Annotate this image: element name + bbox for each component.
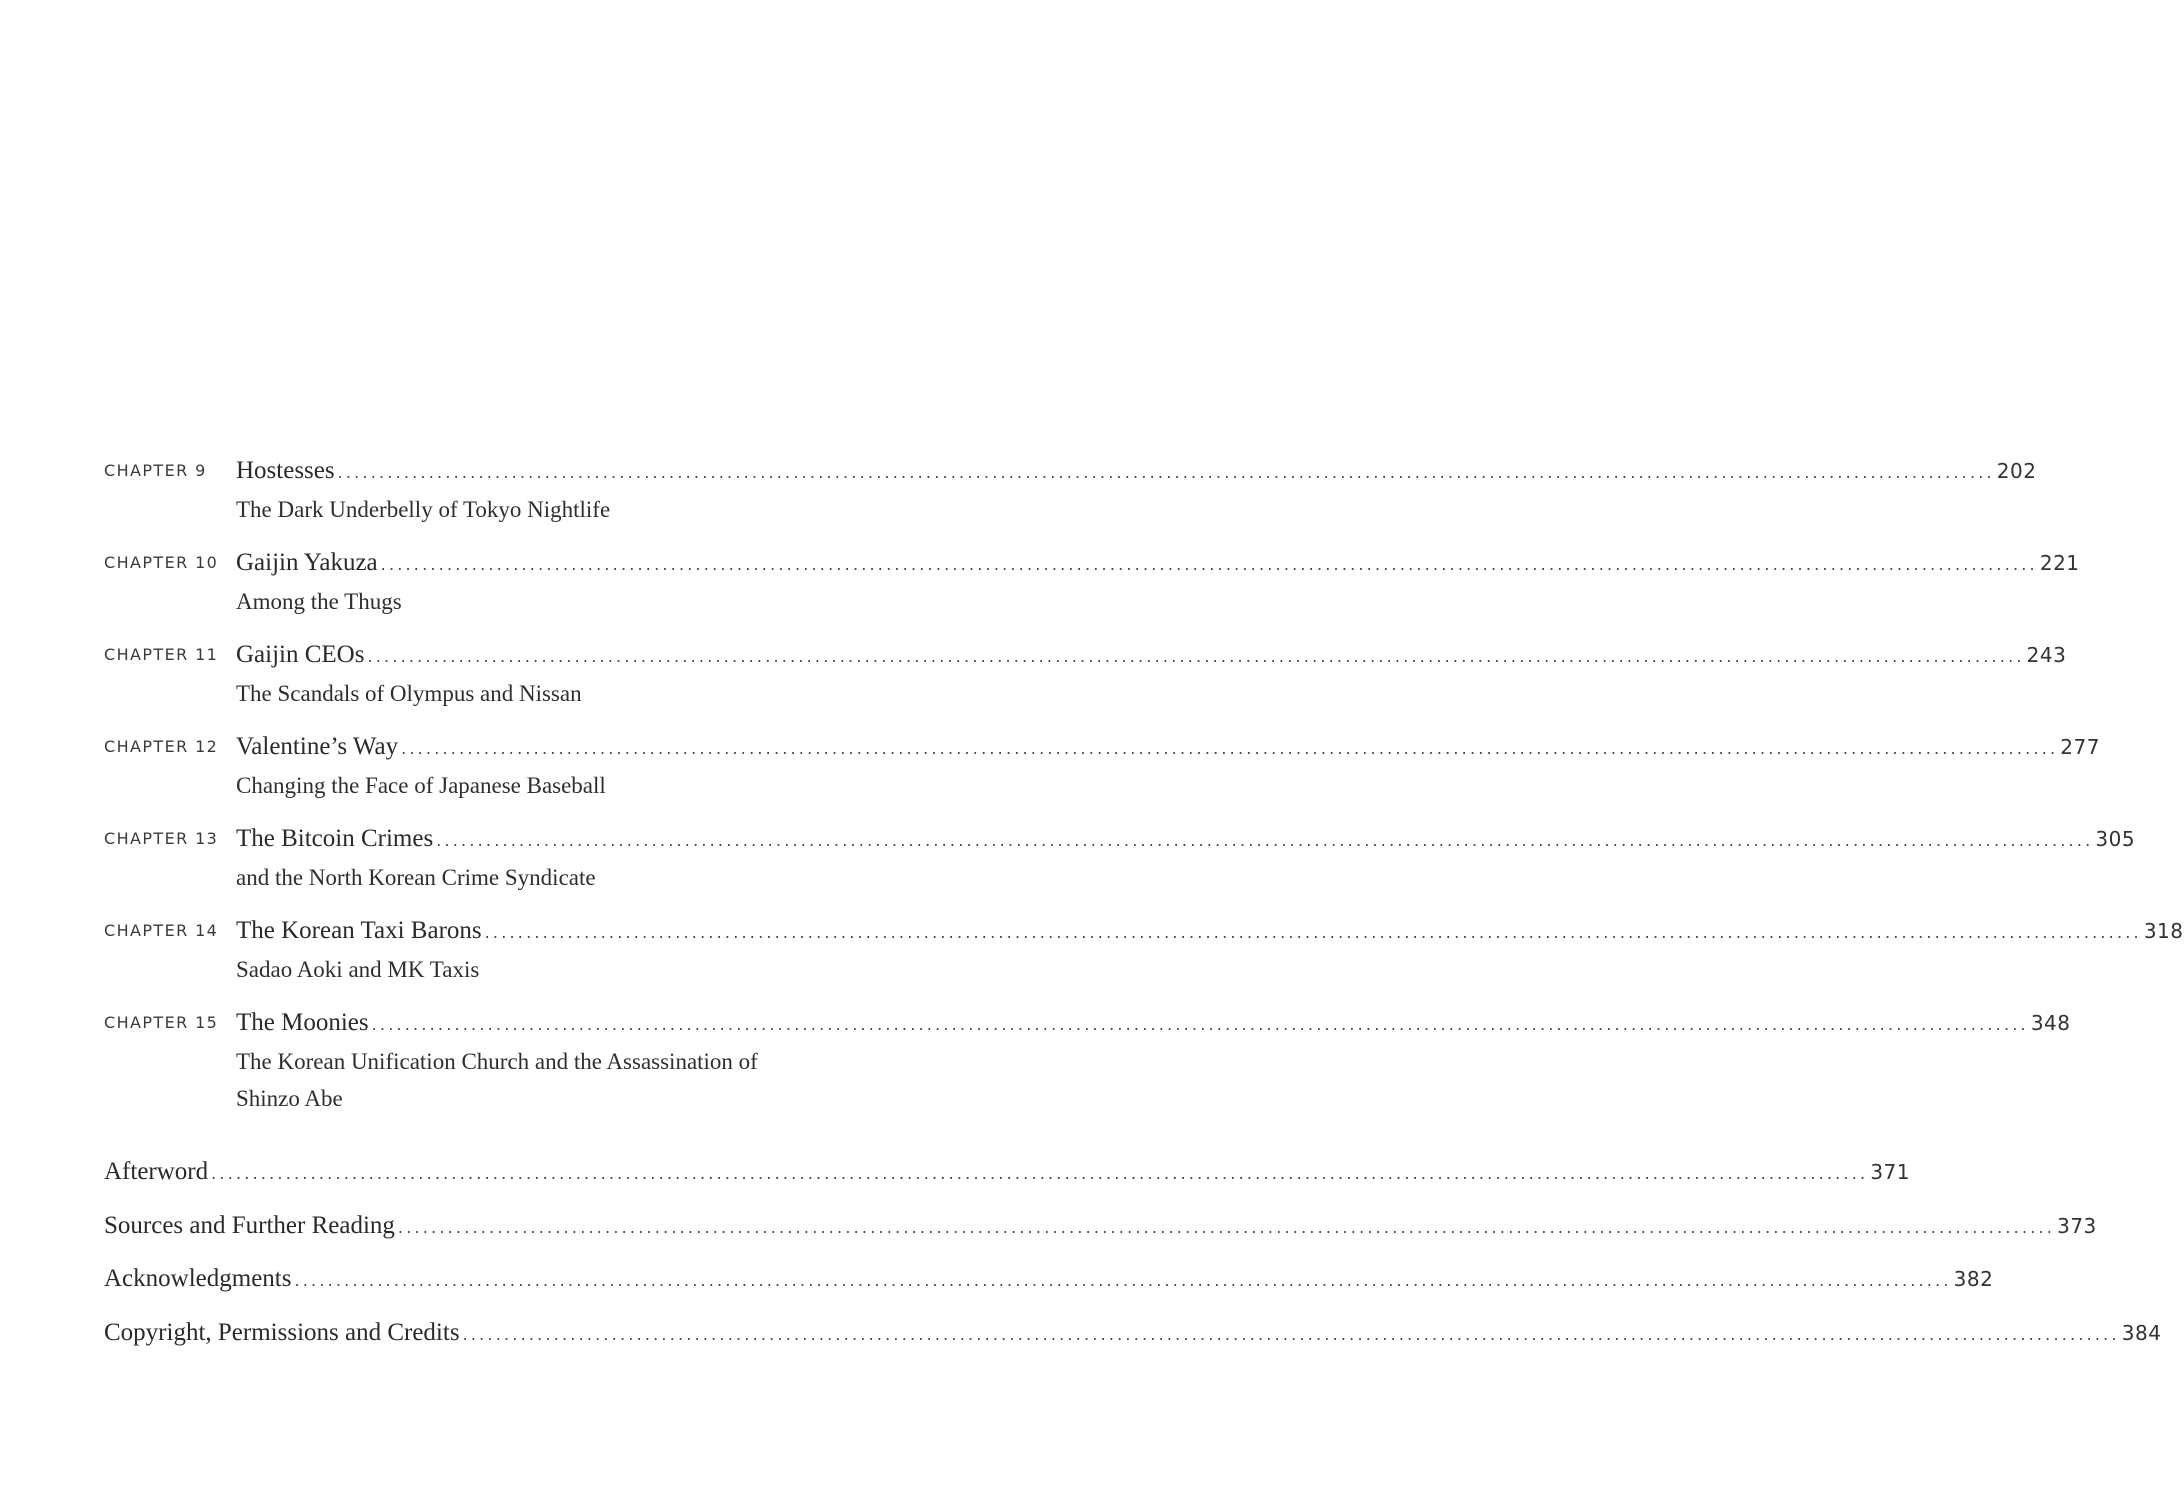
dot-leader: ........................................................................................................................................................................................................	[462, 1324, 2120, 1344]
chapter-body	[236, 1004, 2071, 1117]
dot-leader: ........................................................................................................................................................................................................	[380, 555, 2038, 574]
chapter-label: CHAPTER 15	[104, 1013, 219, 1032]
chapter-entry	[104, 820, 2136, 896]
chapter-label: CHAPTER 9	[104, 461, 207, 480]
chapter-body	[236, 544, 2080, 620]
chapter-title-line	[236, 1004, 2071, 1043]
chapter-title: The Korean Taxi Barons	[236, 917, 482, 944]
table-of-contents	[104, 452, 2184, 1133]
dot-leader: ........................................................................................................................................................................................................	[337, 463, 1995, 482]
page-number: 243	[2026, 643, 2067, 667]
chapter-subtitle: Sadao Aoki and MK Taxis	[236, 957, 480, 982]
dot-leader: ........................................................................................................................................................................................................	[397, 1217, 2056, 1237]
page-number: 384	[2121, 1320, 2162, 1345]
chapter-body	[236, 820, 2136, 896]
dot-leader: ........................................................................................................................................................................................................	[401, 739, 2059, 758]
chapter-body	[236, 728, 2100, 804]
chapter-entry	[104, 452, 2037, 528]
page-number: 382	[1953, 1267, 1994, 1291]
back-matter-entry	[104, 1153, 1911, 1192]
back-matter-entry	[104, 1314, 2162, 1353]
chapter-label: CHAPTER 14	[104, 921, 219, 940]
chapter-title: Gaijin CEOs	[236, 641, 365, 668]
dot-leader: ........................................................................................................................................................................................................	[436, 831, 2094, 850]
page-number: 277	[2060, 735, 2100, 759]
back-matter-title: Afterword	[104, 1158, 209, 1185]
chapter-title: The Moonies	[236, 1009, 369, 1036]
chapter-subtitle: The Korean Unification Church and the Assassination of Shinzo Abe	[236, 1049, 758, 1111]
back-matter-entry	[104, 1260, 1994, 1299]
chapter-label: CHAPTER 13	[104, 829, 219, 848]
chapter-title: Gaijin Yakuza	[236, 549, 378, 576]
chapter-title-line	[236, 636, 2067, 675]
chapter-subtitle: Changing the Face of Japanese Baseball	[236, 773, 606, 798]
chapter-title-line	[236, 912, 2184, 951]
back-matter-list	[104, 1153, 2162, 1367]
chapter-entry	[104, 1004, 2071, 1117]
chapter-title-line	[236, 544, 2080, 583]
chapter-entry	[104, 912, 2184, 988]
chapter-label: CHAPTER 11	[104, 645, 219, 664]
chapter-title: Hostesses	[236, 457, 335, 484]
page-number: 202	[1996, 459, 2037, 483]
chapter-subtitle: The Scandals of Olympus and Nissan	[236, 681, 582, 706]
chapter-subtitle: The Dark Underbelly of Tokyo Nightlife	[236, 497, 611, 522]
page-number: 221	[2039, 551, 2080, 575]
chapter-entry	[104, 544, 2080, 620]
chapter-title-line	[236, 820, 2136, 859]
chapter-entry	[104, 636, 2067, 712]
chapter-title: The Bitcoin Crimes	[236, 825, 434, 852]
page-number: 373	[2057, 1213, 2097, 1238]
chapter-title-line	[236, 452, 2037, 491]
page-number: 318	[2143, 919, 2184, 943]
chapter-subtitle: Among the Thugs	[236, 589, 402, 614]
dot-leader: ........................................................................................................................................................................................................	[294, 1271, 1952, 1290]
back-matter-title: Copyright, Permissions and Credits	[104, 1318, 460, 1346]
page-number: 348	[2030, 1011, 2071, 1035]
dot-leader: ........................................................................................................................................................................................................	[371, 1015, 2029, 1034]
chapter-title-line	[236, 728, 2100, 767]
chapter-subtitle: and the North Korean Crime Syndicate	[236, 865, 596, 890]
back-matter-title: Acknowledgments	[104, 1265, 292, 1292]
chapter-title: Valentine’s Way	[236, 733, 399, 760]
page-number: 371	[1870, 1160, 1911, 1184]
dot-leader: ........................................................................................................................................................................................................	[484, 923, 2142, 942]
chapter-label: CHAPTER 12	[104, 737, 219, 756]
dot-leader: ........................................................................................................................................................................................................	[211, 1164, 1869, 1183]
chapter-body	[236, 636, 2067, 712]
chapter-body	[236, 912, 2184, 988]
chapter-body	[236, 452, 2037, 528]
dot-leader: ........................................................................................................................................................................................................	[367, 647, 2025, 666]
chapter-label: CHAPTER 10	[104, 553, 219, 572]
page-number: 305	[2095, 827, 2136, 851]
back-matter-title: Sources and Further Reading	[104, 1211, 395, 1239]
back-matter-entry	[104, 1207, 2097, 1246]
chapter-entry	[104, 728, 2100, 804]
